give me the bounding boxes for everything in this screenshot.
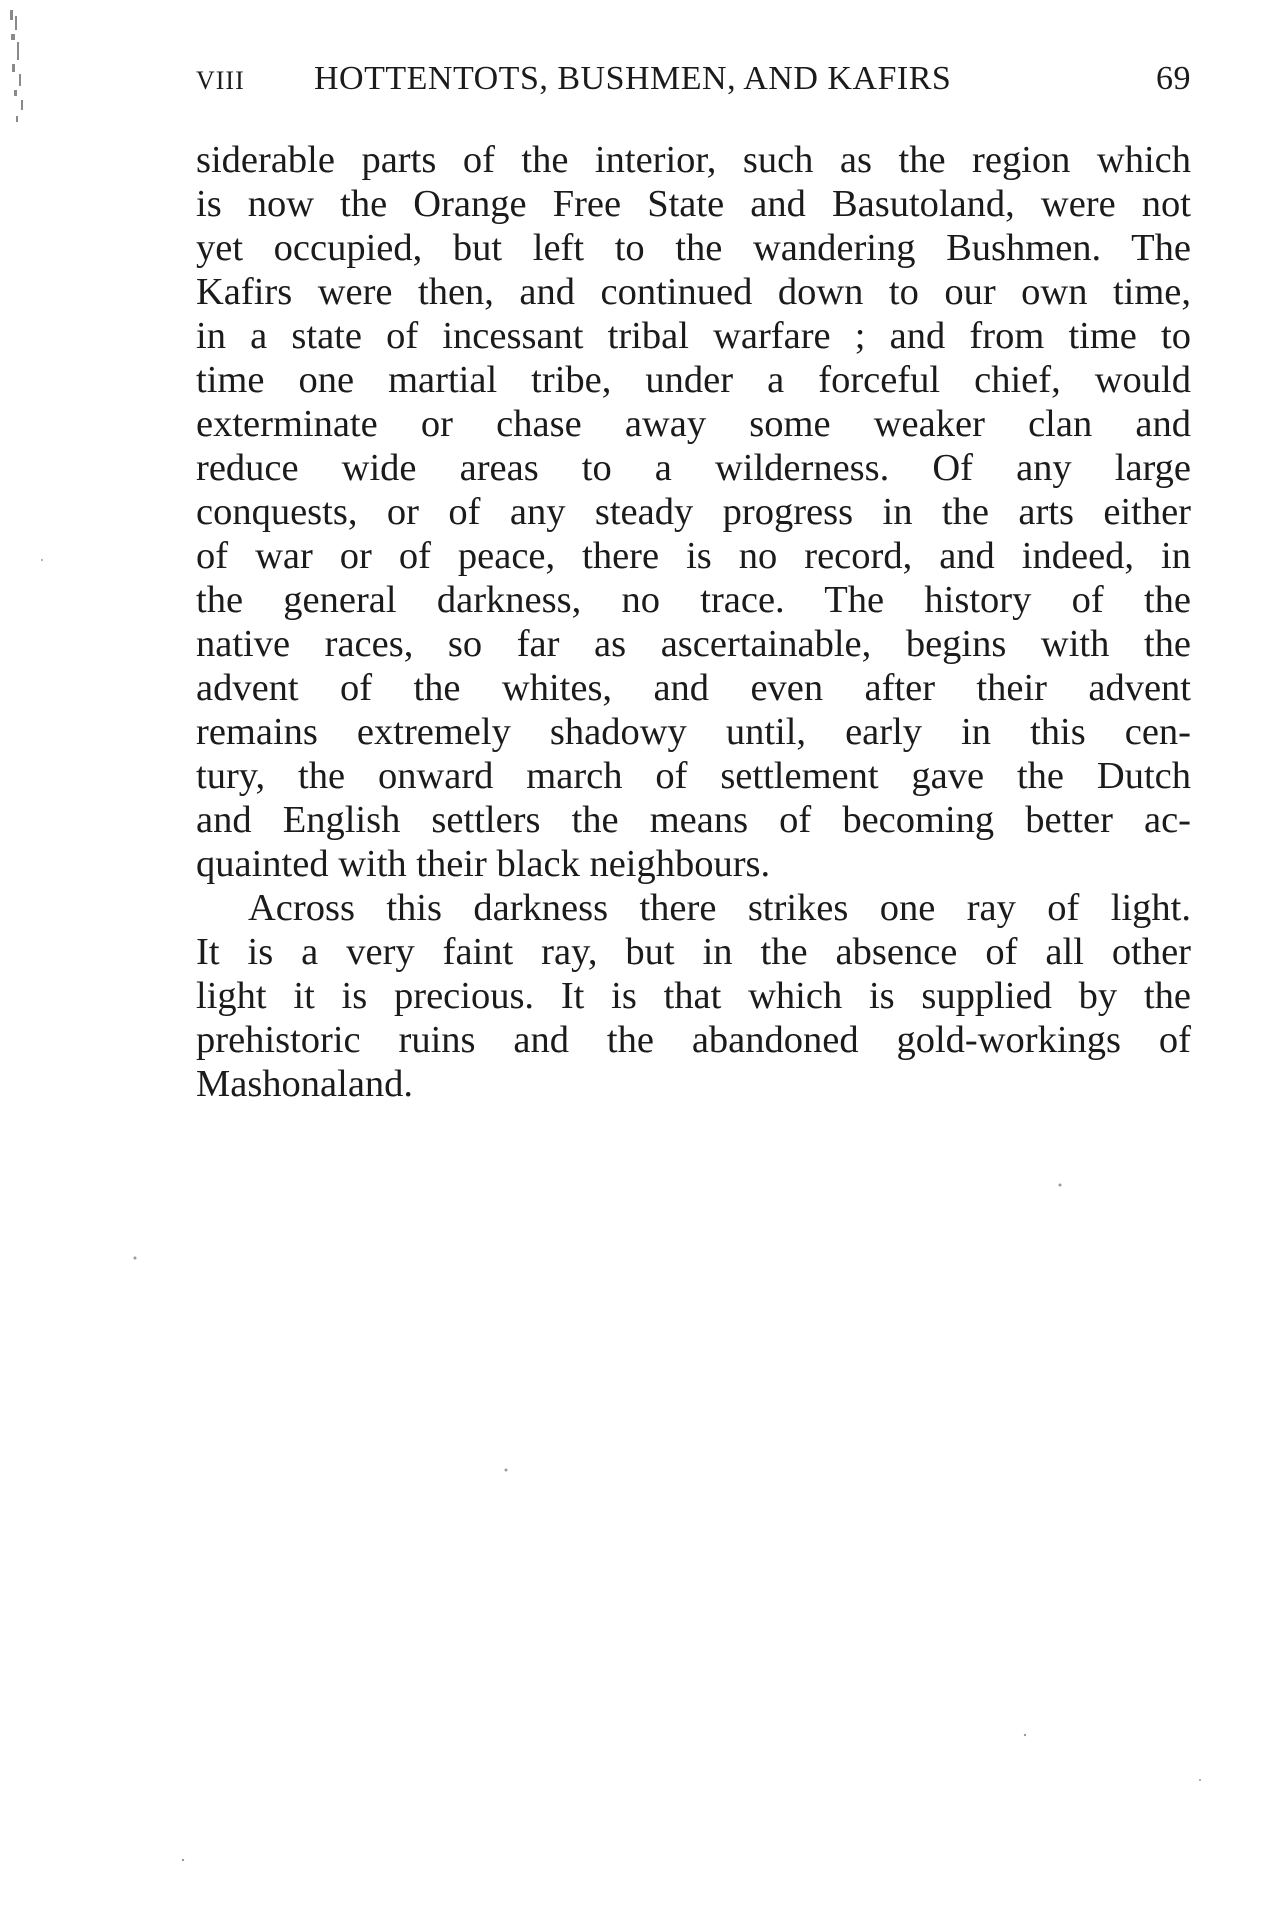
text-line: and English settlers the means of becoming better ac-	[196, 799, 1191, 841]
text-line: prehistoric ruins and the abandoned gold-workings of	[196, 1019, 1191, 1061]
running-title: HOTTENTOTS, BUSHMEN, AND KAFIRS	[314, 60, 952, 97]
text-line: tury, the onward march of settlement gave the Dutch	[196, 755, 1191, 797]
running-header	[196, 60, 1191, 108]
text-line: yet occupied, but left to the wandering Bushmen. The	[196, 227, 1191, 269]
text-line: Mashonaland.	[196, 1063, 414, 1105]
text-line: is now the Orange Free State and Basutoland, were not	[196, 183, 1191, 225]
text-line: siderable parts of the interior, such as the region which	[196, 139, 1191, 181]
text-line: light it is precious. It is that which is supplied by the	[196, 975, 1191, 1017]
text-line: reduce wide areas to a wilderness. Of any large	[196, 447, 1191, 489]
text-line: Kafirs were then, and continued down to our own time,	[196, 271, 1191, 313]
text-line: in a state of incessant tribal warfare ; and from time to	[196, 315, 1191, 357]
text-line: exterminate or chase away some weaker clan and	[196, 403, 1191, 445]
chapter-number: VIII	[196, 66, 245, 95]
text-line: time one martial tribe, under a forceful chief, would	[196, 359, 1191, 401]
binding-edge-mark	[8, 6, 30, 146]
text-line: native races, so far as ascertainable, begins with the	[196, 623, 1191, 665]
page-number: 69	[1156, 60, 1191, 97]
text-line: remains extremely shadowy until, early in this cen-	[196, 711, 1191, 753]
paragraph-1	[196, 138, 1191, 886]
text-line: conquests, or of any steady progress in the arts either	[196, 491, 1191, 533]
text-line: advent of the whites, and even after their advent	[196, 667, 1191, 709]
text-line: Across this darkness there strikes one ray of light.	[248, 887, 1191, 929]
paragraph-2	[196, 886, 1191, 1106]
body-text	[196, 138, 1191, 1106]
text-line: It is a very faint ray, but in the absence of all other	[196, 931, 1191, 973]
text-line: the general darkness, no trace. The history of the	[196, 579, 1191, 621]
text-line: of war or of peace, there is no record, and indeed, in	[196, 535, 1191, 577]
text-line: quainted with their black neighbours.	[196, 843, 771, 885]
